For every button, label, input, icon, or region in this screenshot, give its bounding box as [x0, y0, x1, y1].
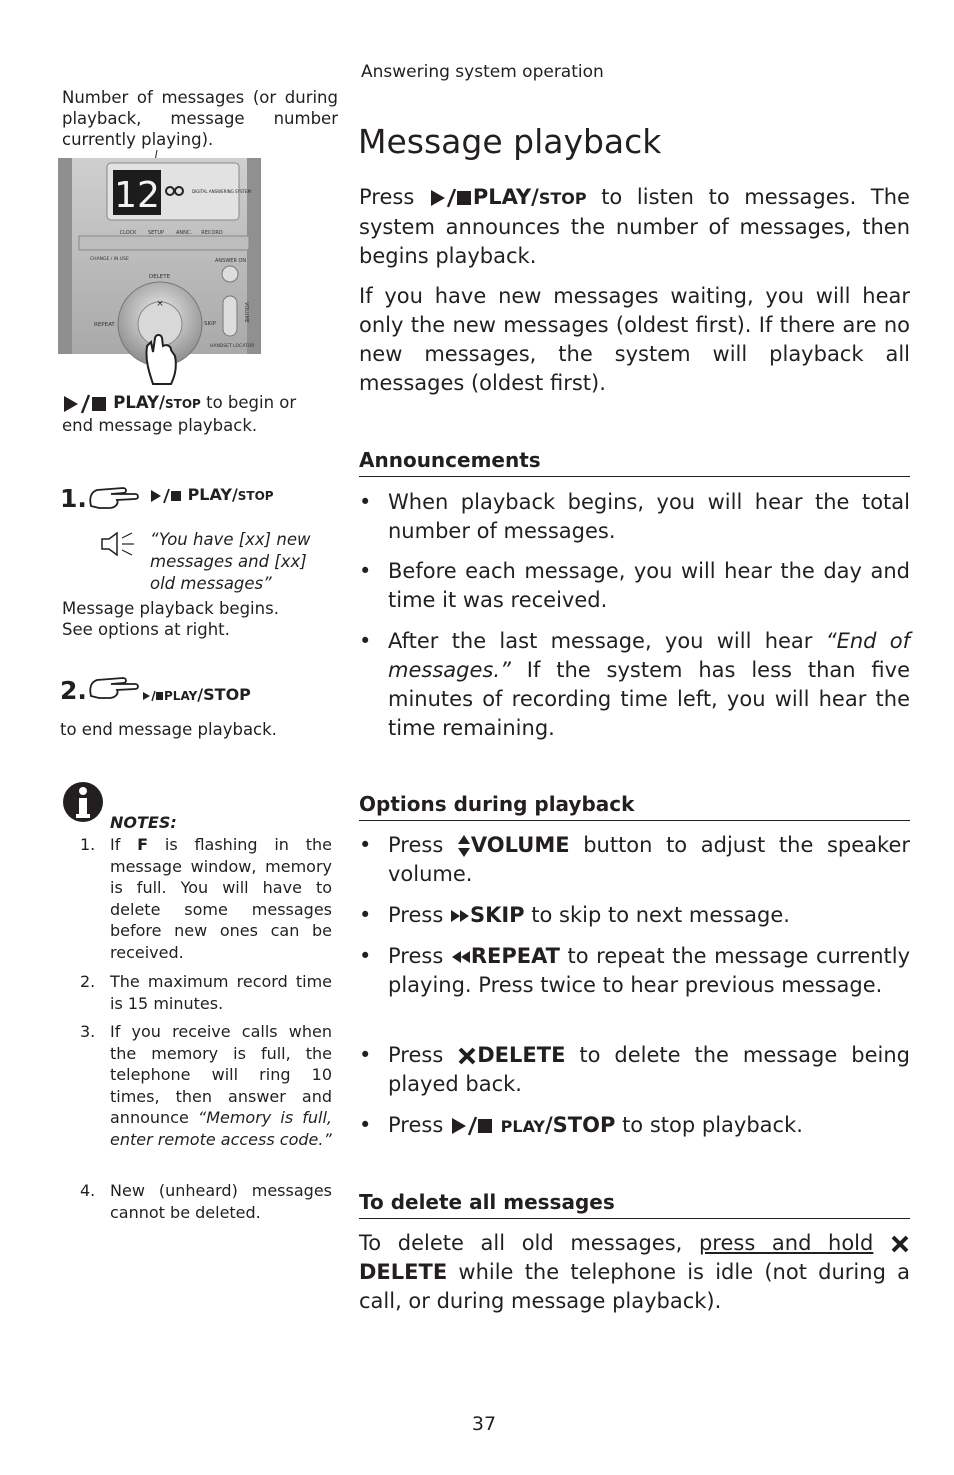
option-stop: • Press PLAY/STOP to stop playback. — [359, 1113, 803, 1137]
repeat-rewind-icon — [451, 949, 471, 965]
step-2-key: PLAY/STOP — [142, 685, 251, 704]
option-repeat: • Press REPEAT to repeat the message currently playing. Press twice to hear previous message. — [359, 944, 910, 997]
note-4: 4. New (unheard) messages cannot be deleted. — [80, 1181, 332, 1222]
svg-text:12: 12 — [114, 175, 160, 216]
note-1: 1. If F is flashing in the message window, memory is full. You will have to delete some messages before new ones can be received. — [80, 835, 333, 962]
svg-text:DIGITAL ANSWERING SYSTEM: DIGITAL ANSWERING SYSTEM — [192, 189, 251, 194]
info-icon — [62, 780, 104, 824]
pointing-hand-icon — [87, 674, 143, 702]
delete-x-icon — [457, 1046, 477, 1066]
announcement-bullet-1: • When playback begins, you will hear the total number of messages. — [359, 490, 910, 543]
delete-all-rule — [359, 1218, 910, 1219]
svg-text:HANDSET LOCATOR: HANDSET LOCATOR — [210, 344, 255, 349]
speaker-icon — [99, 530, 139, 558]
pointing-hand-icon — [87, 484, 143, 512]
option-skip: • Press SKIP to skip to next message. — [359, 903, 790, 927]
announcements-rule — [359, 476, 910, 477]
play-stop-icon — [62, 393, 108, 415]
play-stop-icon — [450, 1115, 494, 1137]
step-2-description: to end message playback. — [60, 720, 277, 739]
announcement-bullet-3: • After the last message, you will hear “End of messages.” If the system has less than five minutes of recording time left, you will hear the time remaining. — [359, 629, 910, 740]
svg-text:SKIP: SKIP — [204, 321, 217, 327]
announcements-heading: Announcements — [359, 448, 541, 472]
answering-machine-illustration — [57, 150, 267, 390]
step-1-description: Message playback begins. See options at right. — [62, 599, 279, 639]
delete-x-icon — [890, 1234, 910, 1254]
svg-text:RECORD: RECORD — [201, 230, 223, 236]
intro-paragraph-1: Press PLAY/STOP to listen to messages. The system announces the number of messages, then begins playback. — [359, 185, 910, 268]
play-stop-icon — [142, 690, 164, 702]
svg-text:×: × — [156, 299, 164, 309]
delete-all-heading: To delete all messages — [359, 1190, 615, 1214]
svg-text:SETUP: SETUP — [147, 230, 165, 236]
step-1-key: PLAY/STOP — [150, 485, 274, 504]
svg-text:CLOCK: CLOCK — [119, 230, 137, 236]
note-2: 2. The maximum record time is 15 minutes. — [80, 972, 332, 1013]
options-rule — [359, 820, 910, 821]
play-stop-icon — [429, 187, 473, 209]
skip-forward-icon — [450, 908, 470, 924]
step-1-announcement: “You have [xx] new messages and [xx] old messages” — [150, 530, 311, 593]
option-delete: • Press DELETE to delete the message being played back. — [359, 1043, 910, 1096]
option-volume: • Press VOLUME button to adjust the speaker volume. — [359, 833, 910, 886]
note-3: 3. If you receive calls when the memory is full, the telephone will ring 10 times, then answer and announce “Memory is full, enter remote access code.” — [80, 1022, 332, 1149]
volume-arrows-icon — [457, 834, 471, 858]
svg-text:REPEAT: REPEAT — [94, 322, 115, 328]
play-stop-icon — [150, 488, 182, 504]
options-heading: Options during playback — [359, 792, 635, 816]
announcement-bullet-2: • Before each message, you will hear the day and time it was received. — [359, 559, 910, 612]
svg-text:CHANGE / IN USE: CHANGE / IN USE — [90, 257, 129, 262]
page-number: 37 — [471, 1413, 497, 1435]
svg-text:ANSWER ON: ANSWER ON — [215, 258, 247, 264]
svg-text:DELETE: DELETE — [149, 274, 171, 280]
step-1-number: 1. — [60, 484, 87, 513]
running-header: Answering system operation — [361, 62, 604, 82]
device-caption: PLAY/STOP to begin or end message playback. — [62, 393, 297, 435]
intro-paragraph-2: If you have new messages waiting, you will hear only the new messages (oldest first). If there are no new messages, the system will playback all messages (oldest first). — [359, 284, 910, 395]
page-title: Message playback — [358, 122, 662, 161]
step-2-number: 2. — [60, 676, 87, 705]
svg-text:VOLUME: VOLUME — [243, 302, 249, 323]
notes-heading: NOTES: — [110, 813, 177, 832]
delete-all-text: To delete all old messages, press and hold DELETE while the telephone is idle (not during a call, or during message playback). — [359, 1231, 910, 1313]
svg-text:ANNC.: ANNC. — [176, 230, 192, 236]
display-callout: Number of messages (or during playback, message number currently playing). — [62, 88, 338, 149]
